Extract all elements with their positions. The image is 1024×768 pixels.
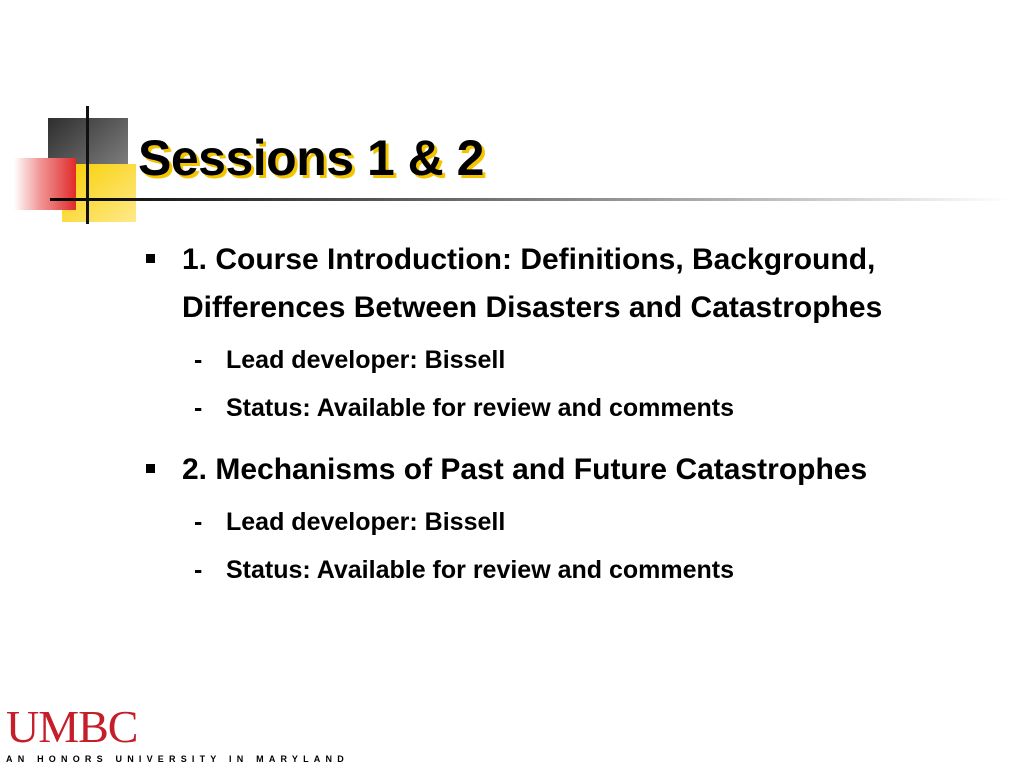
umbc-logo xyxy=(6,701,349,764)
logo-tagline: AN HONORS UNIVERSITY IN MARYLAND xyxy=(6,754,349,764)
bullet-text: 1. Course Introduction: Definitions, Background, Differences Between Disasters and Catastrophes xyxy=(182,243,883,324)
sub-item-text: Lead developer: Bissell xyxy=(226,346,506,374)
bullet-text: 2. Mechanisms of Past and Future Catastrophes xyxy=(182,453,868,486)
dash-marker: - xyxy=(194,346,203,374)
sub-list xyxy=(140,498,990,594)
bullet-item xyxy=(140,446,990,494)
square-bullet-icon xyxy=(146,254,155,263)
red-square xyxy=(14,158,76,210)
sub-item-text: Status: Available for review and comments xyxy=(226,556,735,584)
sub-item xyxy=(140,498,990,546)
sub-item xyxy=(140,384,990,432)
sub-item-text: Status: Available for review and comments xyxy=(226,394,735,422)
sub-item xyxy=(140,336,990,384)
dash-marker: - xyxy=(194,394,203,422)
sub-item xyxy=(140,546,990,594)
dash-marker: - xyxy=(194,556,203,584)
square-bullet-icon xyxy=(146,464,155,473)
slide-body xyxy=(140,236,990,608)
decorative-header-graphic xyxy=(0,0,1024,240)
sub-list xyxy=(140,336,990,432)
logo-wordmark: UMBC xyxy=(6,701,138,752)
vertical-rule xyxy=(86,106,89,224)
dash-marker: - xyxy=(194,508,203,536)
slide-title: Sessions 1 & 2 xyxy=(138,130,484,186)
sub-item-text: Lead developer: Bissell xyxy=(226,508,506,536)
bullet-item xyxy=(140,236,990,332)
header-rule xyxy=(50,198,1010,201)
